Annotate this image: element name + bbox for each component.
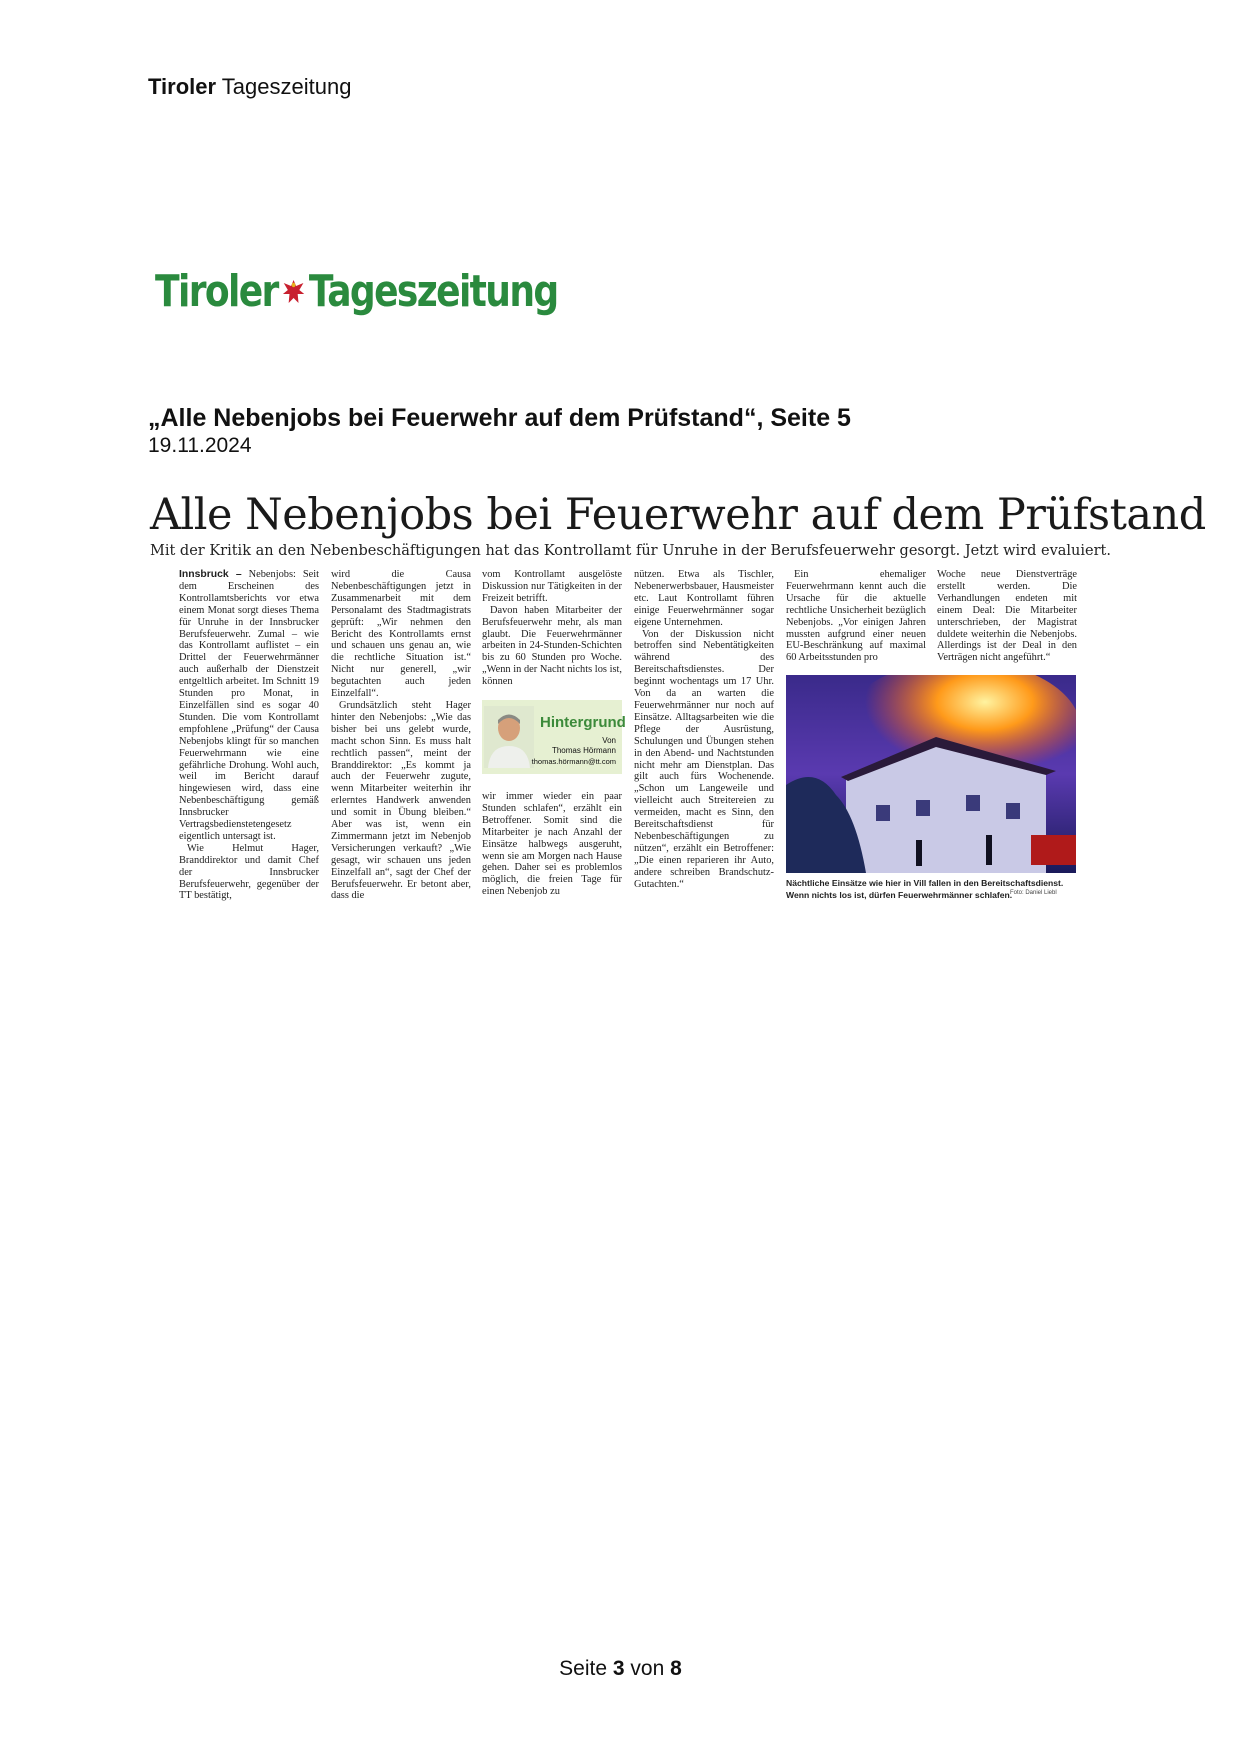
photo-caption: Nächtliche Einsätze wie hier in Vill fallen in den Bereitschaftsdienst. Wenn nichts los ist, dürfen Feuerwehrmänner schlafen. [786, 878, 1064, 900]
photo-credit: Foto: Daniel Liebl [1010, 890, 1057, 896]
footer-prefix: Seite [559, 1657, 608, 1680]
newspaper-logo [155, 266, 558, 317]
header-brand [148, 74, 351, 100]
page-footer [0, 1657, 1241, 1681]
article-column-3-top [482, 569, 622, 688]
article-column-1 [179, 569, 319, 902]
footer-page: 3 [612, 1657, 625, 1680]
byline-email: thomas.hörmann@tt.com [531, 757, 616, 766]
document-title: „Alle Nebenjobs bei Feuerwehr auf dem Prüfstand“, Seite 5 [148, 404, 851, 432]
tyrolean-eagle-icon [281, 277, 306, 307]
paragraph: Wie Helmut Hager, Branddirektor und damit Chef der Innsbrucker Berufsfeuerwehr, gegenüber der TT bestätigt, [179, 842, 319, 902]
footer-mid: von [630, 1657, 665, 1680]
paragraph: Von der Diskussion nicht betroffen sind Nebentätigkeiten während des Bereitschaftsdienstes. Der beginnt wochentags um 17 Uhr. Von da an warten die Feuerwehrmänner nur noch auf Einsätze. Alltagsarbeiten wie die Pflege der Ausrüstung, Schulungen und Übungen stehen in den Abend- und Nachtstunden nicht mehr am Dienstplan. Das gilt auch fürs Wochenende. „Schon um Langeweile und vielleicht auch Streitereien zu vermeiden, macht es Sinn, den Bereitschaftsdienst für Nebenbeschäftigungen zu nützen“, erzählt ein Betroffener: „Die einen reparieren ihr Auto, andere schreiben Brandschutz-Gutachten.“ [634, 628, 774, 890]
logo-text-right: Tageszeitung [308, 266, 558, 317]
article-column-3-bottom [482, 791, 622, 898]
paragraph: Woche neue Dienstverträge erstellt werden. Die Verhandlungen endeten mit einem Deal: Die Mitarbeiter unterschrieben, der Magistrat duldete weiterhin die Nebenjobs. Allerdings ist der Deal in den Verträgen nicht angeführt.“ [937, 569, 1077, 664]
hintergrund-kicker: Hintergrund [540, 714, 626, 731]
article-subhead: Mit der Kritik an den Nebenbeschäftigungen hat das Kontrollamt für Unruhe in der Berufsfeuerwehr gesorgt. Jetzt wird evaluiert. [150, 543, 1111, 559]
paragraph: Davon haben Mitarbeiter der Berufsfeuerwehr mehr, als man glaubt. Die Feuerwehrmänner arbeiten in 24-Stunden-Schichten bis zu 60 Stunden pro Woche. „Wenn in der Nacht nichts los ist, können [482, 604, 622, 688]
byline-author: Thomas Hörmann [551, 746, 616, 755]
hintergrund-box [482, 700, 626, 774]
dateline: Innsbruck – [179, 569, 242, 580]
fire-photo [786, 675, 1076, 873]
paragraph: vom Kontrollamt ausgelöste Diskussion nur Tätigkeiten in der Freizeit betrifft. [482, 569, 622, 604]
article-column-5 [786, 569, 926, 664]
paragraph: Ein ehemaliger Feuerwehrmann kennt auch die Ursache für die aktuelle rechtliche Unsicherheit bezüglich Nebenjobs. „Vor einigen Jahren mussten aufgrund einer neuen EU-Beschränkung auf maximal 60 Arbeitsstunden pro [786, 569, 926, 664]
header-brand-bold: Tiroler [148, 74, 217, 99]
paragraph: wir immer wieder ein paar Stunden schlafen“, erzählt ein Betroffener. Somit sind die Mitarbeiter je nach Anzahl der Einsätze halbwegs ausgeruht, wenn sie am Morgen nach Hause gehen. Daher sei es problemlos möglich, die freien Tage für einen Nebenjob zu [482, 791, 622, 898]
article-column-4 [634, 569, 774, 890]
document-date: 19.11.2024 [148, 434, 252, 457]
article-column-6 [937, 569, 1077, 664]
article-headline: Alle Nebenjobs bei Feuerwehr auf dem Prüfstand [150, 490, 1206, 540]
author-portrait [484, 706, 534, 768]
paragraph: Grundsätzlich steht Hager hinter den Nebenjobs: „Wie das bisher bei uns gelebt wurde, macht schon Sinn. Es muss halt rechtlich passen“, meint der Branddirektor: „Es kommt ja auch der Feuerwehr zugute, wenn Mitarbeiter weiterhin ihr erlerntes Handwerk anwenden und somit in Übung bleiben.“ Aber was ist, wenn ein Zimmermann jetzt im Nebenjob Versicherungen verkauft? „Wie gesagt, wir schauen uns jeden Einzelfall an“, sagt der Chef der Berufsfeuerwehr. Er betont aber, dass die [331, 699, 471, 902]
footer-total: 8 [670, 1657, 682, 1680]
byline-von: Von [602, 736, 616, 745]
paragraph: wird die Causa Nebenbeschäftigungen jetzt in Zusammenarbeit mit dem Personalamt des Stadtmagistrats geprüft: „Wir nehmen den Bericht des Kontrollamts ernst und schauen uns genau an, wie die rechtliche Situation ist.“ Nicht nur generell, „wir begutachten auch jeden Einzelfall“. [331, 569, 471, 700]
logo-text-left: Tiroler [155, 266, 278, 317]
article-column-2 [331, 569, 471, 902]
header-brand-rest: Tageszeitung [221, 74, 352, 99]
paragraph: nützen. Etwa als Tischler, Nebenerwerbsbauer, Hausmeister etc. Laut Kontrollamt führen einige Feuerwehrmänner sogar eigene Unternehmen. [634, 569, 774, 628]
paragraph: Innsbruck – Nebenjobs: Seit dem Erscheinen des Kontrollamtsberichts vor etwa einem Monat sorgt dieses Thema für Unruhe in der Innsbrucker Berufsfeuerwehr. Zumal – wie das Kontrollamt auflistet – ein Drittel der Feuerwehrmänner auch außerhalb der Dienstzeit entgeltlich arbeitet. Im Schnitt 19 Stunden pro Monat, in Einzelfällen sind es sogar 40 Stunden. Die vom Kontrollamt empfohlene „Prüfung“ der Causa Nebenjobs klingt für so manchen Feuerwehrmann wie eine gefährliche Drohung. Wohl auch, weil im Bericht darauf hingewiesen wird, dass eine Nebenbeschäftigung gemäß Innsbrucker Vertragsbedienstetengesetz eigentlich untersagt ist. [179, 569, 319, 842]
